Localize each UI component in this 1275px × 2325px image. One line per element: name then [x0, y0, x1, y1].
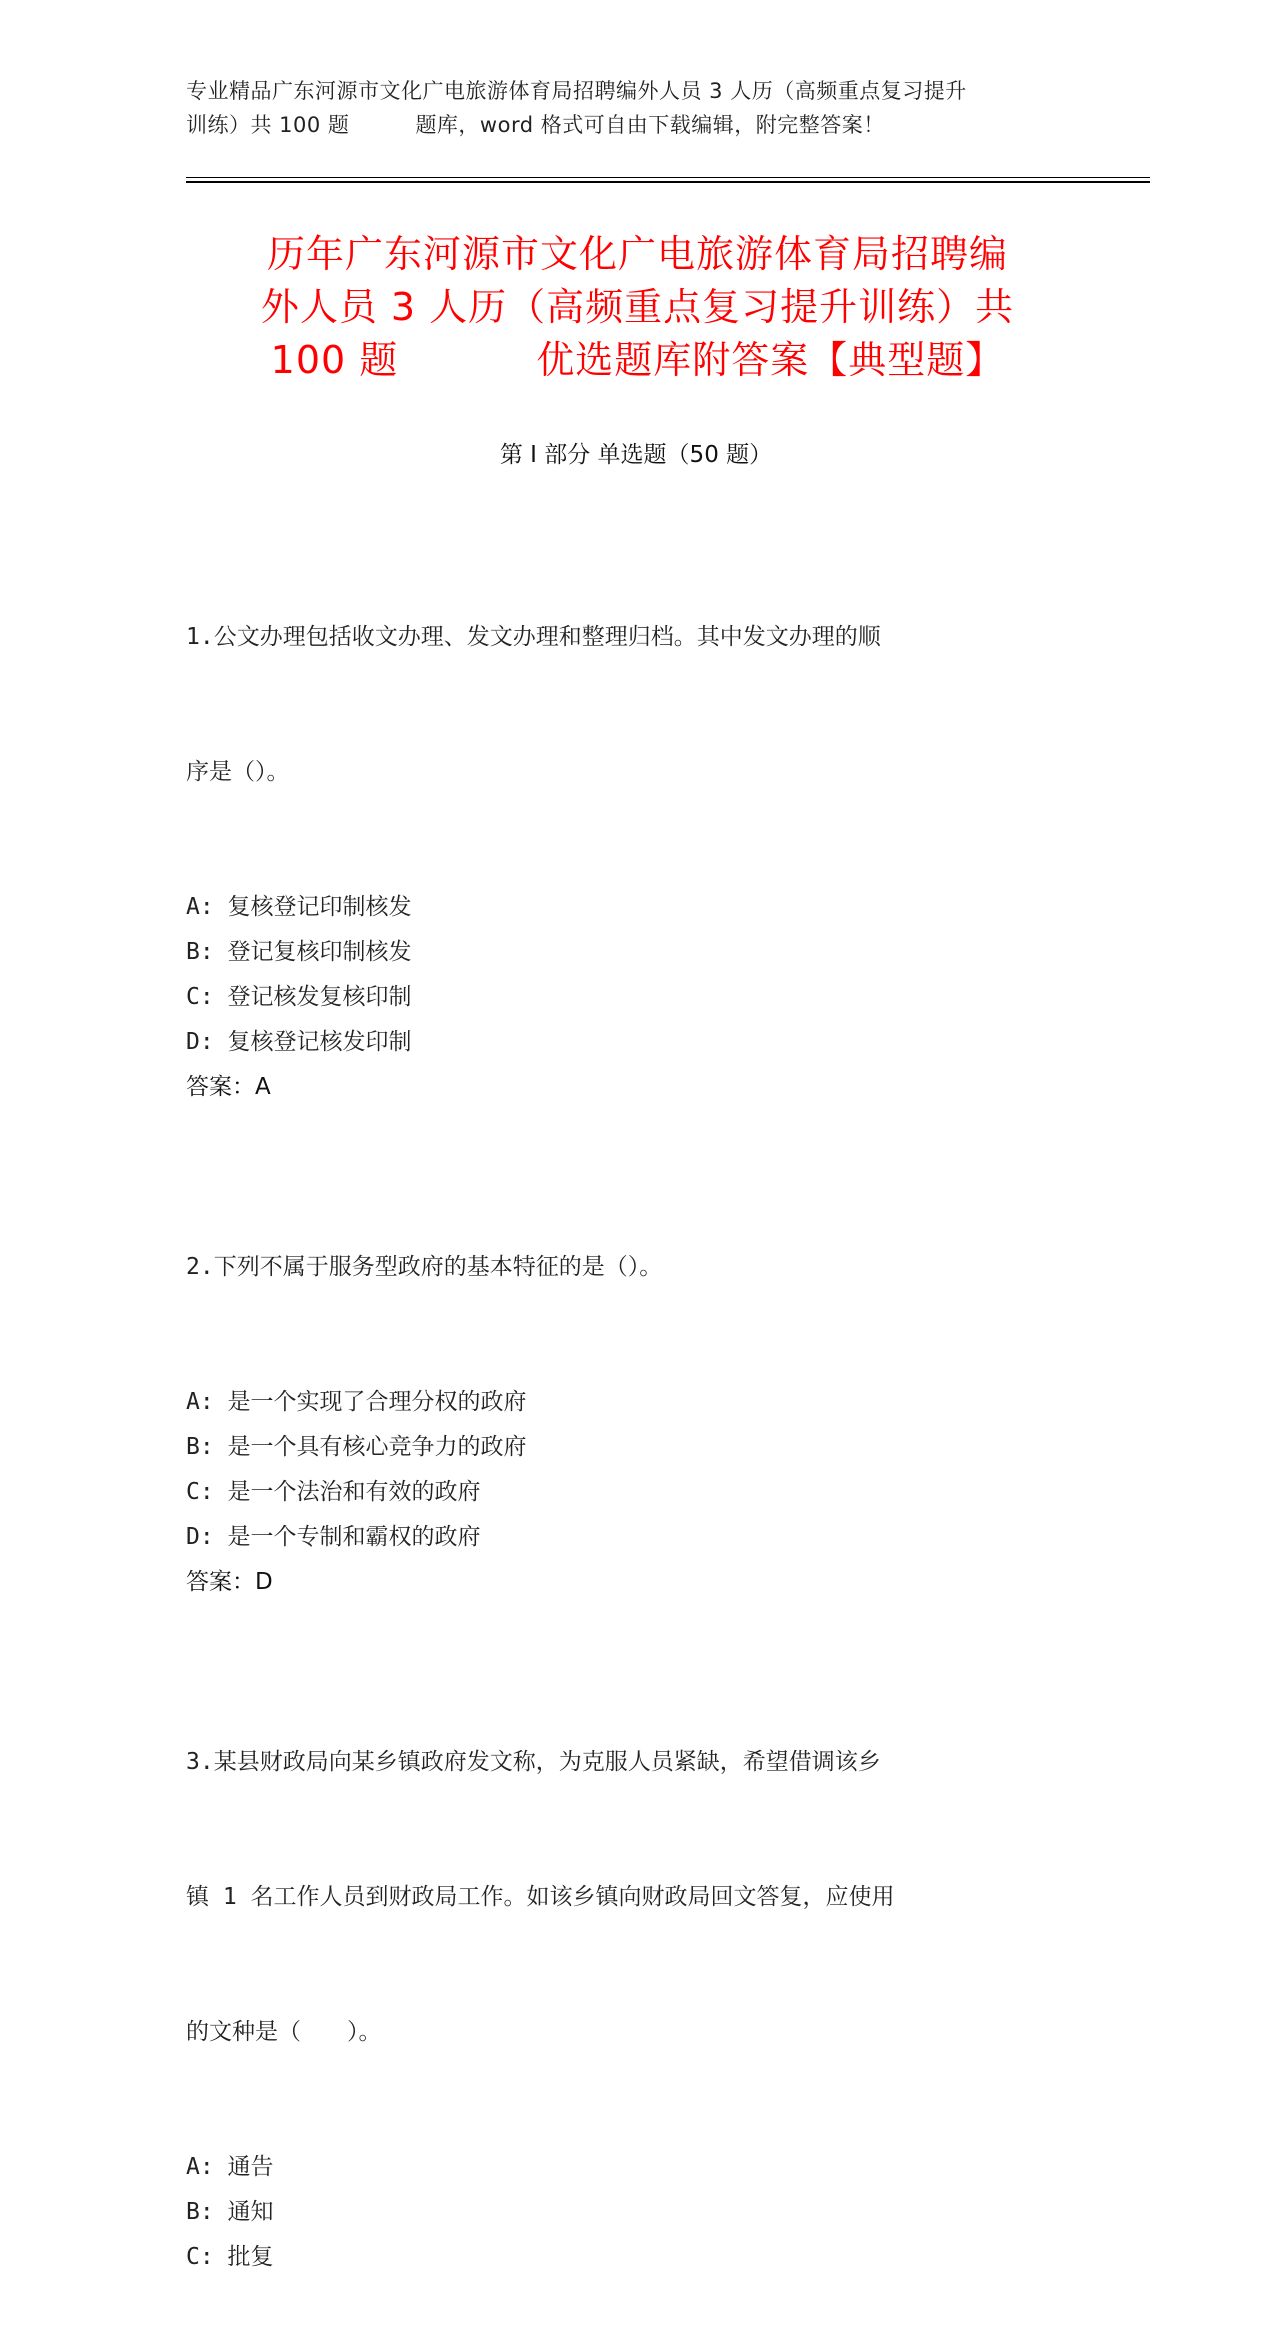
question-stem: [186, 1650, 1066, 2145]
option-c: C: 是一个法治和有效的政府: [186, 1479, 481, 1505]
option-a: A: 复核登记印制核发: [186, 894, 412, 920]
question-stem-line: 序是（）。: [186, 759, 290, 785]
header-note-line-2: [186, 108, 1086, 142]
document-title-line-3-start: 100 题: [270, 338, 399, 382]
answer: 答案：A: [186, 1074, 271, 1100]
question-stem: [186, 525, 1066, 885]
question-stem-line: 2.下列不属于服务型政府的基本特征的是（）。: [186, 1254, 663, 1280]
header-note-line-2-end: 题库，word 格式可自由下载编辑，附完整答案！: [415, 113, 885, 137]
section-title: 第 I 部分 单选题（50 题）: [499, 442, 773, 468]
header-note: [186, 74, 1086, 142]
header-note-line-1: 专业精品广东河源市文化广电旅游体育局招聘编外人员 3 人历（高频重点复习提升: [186, 79, 967, 103]
question-1: [186, 525, 1066, 1110]
option-b: B: 通知: [186, 2199, 274, 2225]
document-title-line-2: 外人员 3 人历（高频重点复习提升训练）共: [260, 285, 1015, 329]
option-b: B: 登记复核印制核发: [186, 939, 412, 965]
question-stem-line: 镇 1 名工作人员到财政局工作。如该乡镇向财政局回文答复，应使用: [186, 1884, 895, 1910]
header-rule-thin: [186, 177, 1150, 178]
option-d: D: 是一个专制和霸权的政府: [186, 1524, 481, 1550]
answer: 答案：D: [186, 1569, 273, 1595]
question-stem: [186, 1155, 1066, 1380]
option-b: B: 是一个具有核心竞争力的政府: [186, 1434, 527, 1460]
option-d: D: 复核登记核发印制: [186, 1029, 412, 1055]
document-title: [150, 228, 1125, 387]
document-title-line-3: [150, 334, 1125, 387]
header-note-line-2-start: 训练）共 100 题: [186, 113, 350, 137]
document-title-line-3-end: 优选题库附答案【典型题】: [536, 338, 1005, 382]
option-a: A: 是一个实现了合理分权的政府: [186, 1389, 527, 1415]
question-stem-line: 1.公文办理包括收文办理、发文办理和整理归档。其中发文办理的顺: [186, 624, 881, 650]
question-stem-line: 的文种是（ ）。: [186, 2019, 382, 2045]
header-rule-thick: [186, 181, 1150, 183]
question-3: [186, 1650, 1066, 2280]
option-a: A: 通告: [186, 2154, 274, 2180]
question-list: [186, 525, 1066, 2325]
question-stem-line: 3.某县财政局向某乡镇政府发文称，为克服人员紧缺，希望借调该乡: [186, 1749, 881, 1775]
option-c: C: 登记核发复核印制: [186, 984, 412, 1010]
question-2: [186, 1155, 1066, 1605]
option-c: C: 批复: [186, 2244, 274, 2270]
document-title-line-1: 历年广东河源市文化广电旅游体育局招聘编: [266, 232, 1008, 276]
